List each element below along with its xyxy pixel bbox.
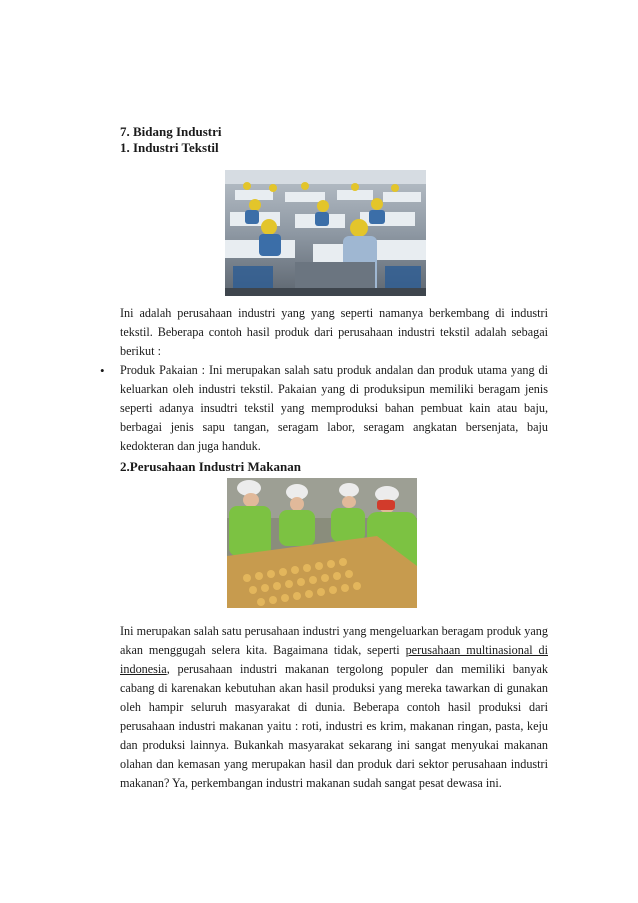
textile-intro: Ini adalah perusahaan industri yang yang seperti namanya berkembang di industri tekstil. Beberapa contoh hasil produk dari perusahaan industri tekstil adalah sebagai berikut : bbox=[120, 306, 548, 358]
food-paragraph-start: Ini merupakan salah satu perusahaan industri yang mengeluarkan beragam produk yang akan menggugah selera kita. Bagaimana tidak, seperti bbox=[120, 624, 548, 657]
food-factory-photo bbox=[227, 478, 417, 608]
food-paragraph bbox=[120, 622, 548, 793]
textile-heading: 1. Industri Tekstil bbox=[120, 140, 219, 155]
textile-factory-photo bbox=[225, 170, 426, 296]
multinational-link[interactable]: perusahaan multinasional di indonesia bbox=[120, 643, 548, 676]
section-title: 7. Bidang Industri bbox=[120, 124, 222, 139]
food-paragraph-end: , perusahaan industri makanan tergolong populer dan memiliki banyak cabang di karenakan kebutuhan akan hasil produksi yang mereka tawarkan di gunakan oleh hampir seluruh masyarakat di dunia. Beberapa contoh hasil produksi dari perusahaan industri makanan yaitu : roti, industri es krim, makanan ringan, pasta, keju dan produksi lainnya. Bukankah masyarakat sekarang ini sangat menyukai makanan olahan dan kemasan yang merupakan hasil dan produk dari sektor perusahaan industri makanan? Ya, perkembangan industri makanan sudah sangat pesat dewasa ini. bbox=[120, 662, 548, 790]
textile-bullet-text: Produk Pakaian : Ini merupakan salah satu produk andalan dan produk utama yang di keluarkan oleh industri tekstil. Pakaian yang di produksipun memiliki beragam jenis seperti adanya insudtri tekstil yang memproduksi bahan pembuat kain atau baju, berbagai jenis sapu tangan, seragam labor, seragam angkatan bersenjata, baju kedokteran dan juga handuk. bbox=[120, 363, 548, 453]
food-heading: 2.Perusahaan Industri Makanan bbox=[120, 459, 301, 474]
bullet-marker: • bbox=[100, 363, 105, 378]
